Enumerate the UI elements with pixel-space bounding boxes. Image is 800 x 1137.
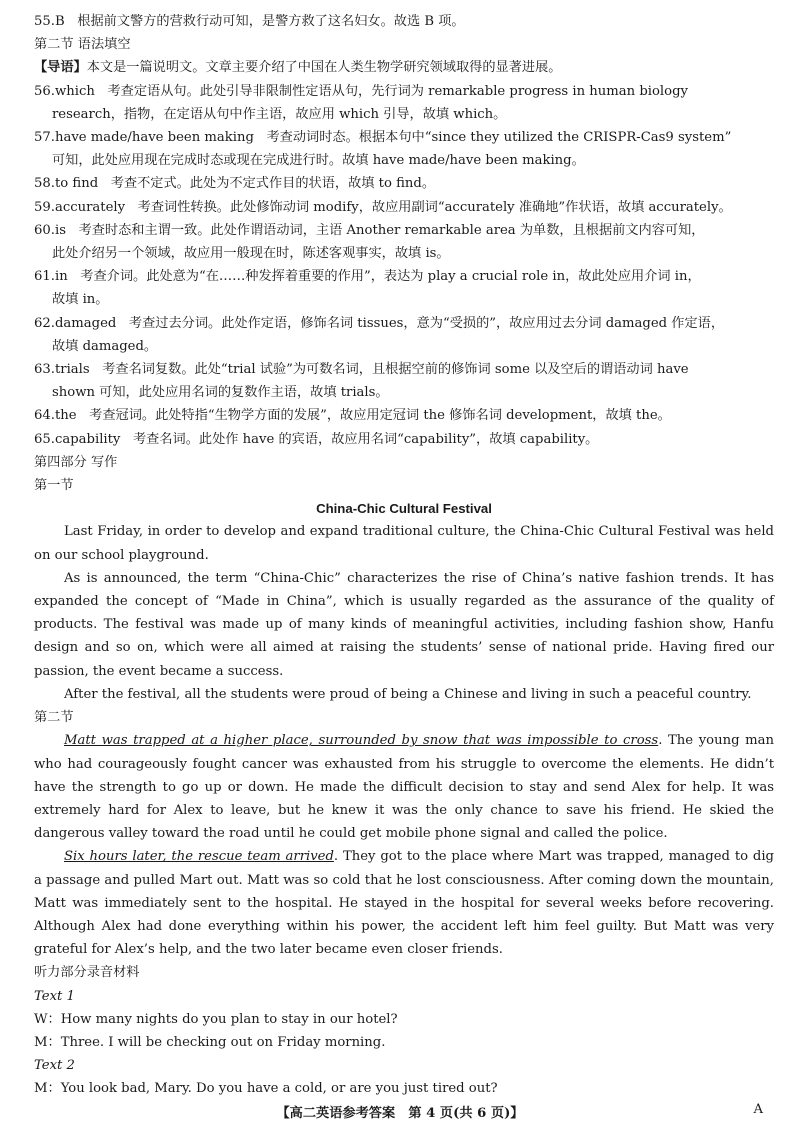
answer-item-64: 64.the 考查冠词。此处特指“生物学方面的发展”，故应用定冠词 the 修饰名词 development，故填 the。 [34, 408, 671, 424]
answer-item-55: 55.B 根据前文警方的营救行动可知，是警方救了这名妇女。故选 B 项。 [34, 14, 465, 29]
answer-item-59: 59.accurately 考查词性转换。此处修饰动词 modify，故应用副词“accurately 准确地”作状语，故填 accurately。 [34, 199, 732, 215]
story-paragraph-2: Six hours later, the rescue team arrived. They got to the place where Mart was trapped, managed to dig a passage and pulled Mart out. Matt was so cold that he lost consciousness. After coming down the mountain, Matt was immediately sent to the hospital. He stayed in the hospital for several weeks before recovering. Although Alex had done everything within his power, the accident left him feel guilty. But Matt was very grateful for Alex’s help, and the two later became even closer friends. [34, 849, 774, 958]
dialogue-line: M：You look bad, Mary. Do you have a cold, or are you just tired out? [34, 1081, 498, 1097]
page-footer [0, 1102, 800, 1124]
writing-section1-heading: 第一节 [34, 478, 74, 494]
answer-item-65: 65.capability 考查名词。此处作 have 的宾语，故应用名词“capability”，故填 capability。 [34, 431, 599, 447]
answer-item-63: 63.trials 考查名词复数。此处“trial 试验”为可数名词，且根据空前的修饰词 some 以及空后的谓语动词 have shown 可知，此处应用名词的复数作主语，故填 trials。 [34, 362, 689, 401]
dialogue-line: W：How many nights do you plan to stay in our hotel? [34, 1011, 398, 1027]
story-lead-sentence: Matt was trapped at a higher place, surrounded by snow that was impossible to cross [64, 733, 659, 749]
essay-paragraph: After the festival, all the students were proud of being a Chinese and living in such a peaceful country. [64, 686, 752, 702]
part4-heading: 第四部分 写作 [34, 454, 118, 470]
guide-label: 【导语】 [34, 60, 87, 76]
answer-item-61: 61.in 考查介词。此处意为“在……种发挥着重要的作用”，表达为 play a crucial role in，故此处应用介词 in， 故填 in。 [34, 269, 701, 308]
answer-item-60: 60.is 考查时态和主谓一致。此处作谓语动词，主语 Another remarkable area 为单数，且根据前文内容可知， 此处介绍另一个领域，故应用一般现在时，陈述客观事实，故填 is。 [34, 222, 705, 262]
essay-title: China-Chic Cultural Festival [316, 501, 492, 517]
answer-item-58: 58.to find 考查不定式。此处为不定式作目的状语，故填 to find。 [34, 176, 436, 192]
paper-version: A [753, 1102, 763, 1117]
dialogue-line: M：Three. I will be checking out on Friday morning. [34, 1034, 386, 1050]
guide-paragraph: 【导语】本文是一篇说明文。文章主要介绍了中国在人类生物学研究领域取得的显著进展。 [34, 60, 562, 76]
story-lead-sentence: Six hours later, the rescue team arrived [64, 849, 334, 865]
section2-heading: 第二节 语法填空 [34, 37, 131, 53]
listening-text-label: Text 1 [34, 988, 75, 1004]
essay-paragraph: Last Friday, in order to develop and expand traditional culture, the China-Chic Cultural Festival was held on our school playground. [34, 524, 774, 563]
page-content [34, 10, 774, 1101]
grammar-answers [34, 80, 774, 451]
footer-page-info: 【高二英语参考答案 第 4 页(共 6 页)】 [276, 1106, 524, 1121]
listening-heading: 听力部分录音材料 [34, 965, 140, 981]
listening-text-label: Text 2 [34, 1058, 75, 1074]
answer-item-57: 57.have made/have been making 考查动词时态。根据本句中“since they utilized the CRISPR-Cas9 system” 可知，此处应用现在完成时态或现在完成进行时。故填 have made/have been making。 [34, 130, 732, 169]
essay-paragraph: As is announced, the term “China-Chic” characterizes the rise of China’s native fashion trends. It has expanded the concept of “Made in China”, which is usually regarded as the assurance of the quality of products. The festival was made up of many kinds of meaningful activities, including fashion show, Hanfu design and so on, which were all aimed at raising the students’ sense of national pride. Having fired our passion, the event became a success. [34, 570, 774, 679]
answer-item-56: 56.which 考查定语从句。此处引导非限制性定语从句，先行词为 remarkable progress in human biology research，指物，在定语从句中作主语，故应用 which 引导，故填 which。 [34, 83, 688, 122]
story-paragraph-1: Matt was trapped at a higher place, surrounded by snow that was impossible to cross. The young man who had courageously fought cancer was exhausted from his struggle to overcome the elements. He didn’t have the strength to go up or down. He made the difficult decision to stay and send Alex for help. It was extremely hard for Alex to leave, but he knew it was the only chance to save his friend. He skied the dangerous valley toward the road until he could get mobile phone signal and called the police. [34, 733, 774, 842]
writing-section2-heading: 第二节 [34, 710, 74, 726]
answer-item-62: 62.damaged 考查过去分词。此处作定语，修饰名词 tissues，意为“受损的”，故应用过去分词 damaged 作定语， 故填 damaged。 [34, 315, 725, 354]
